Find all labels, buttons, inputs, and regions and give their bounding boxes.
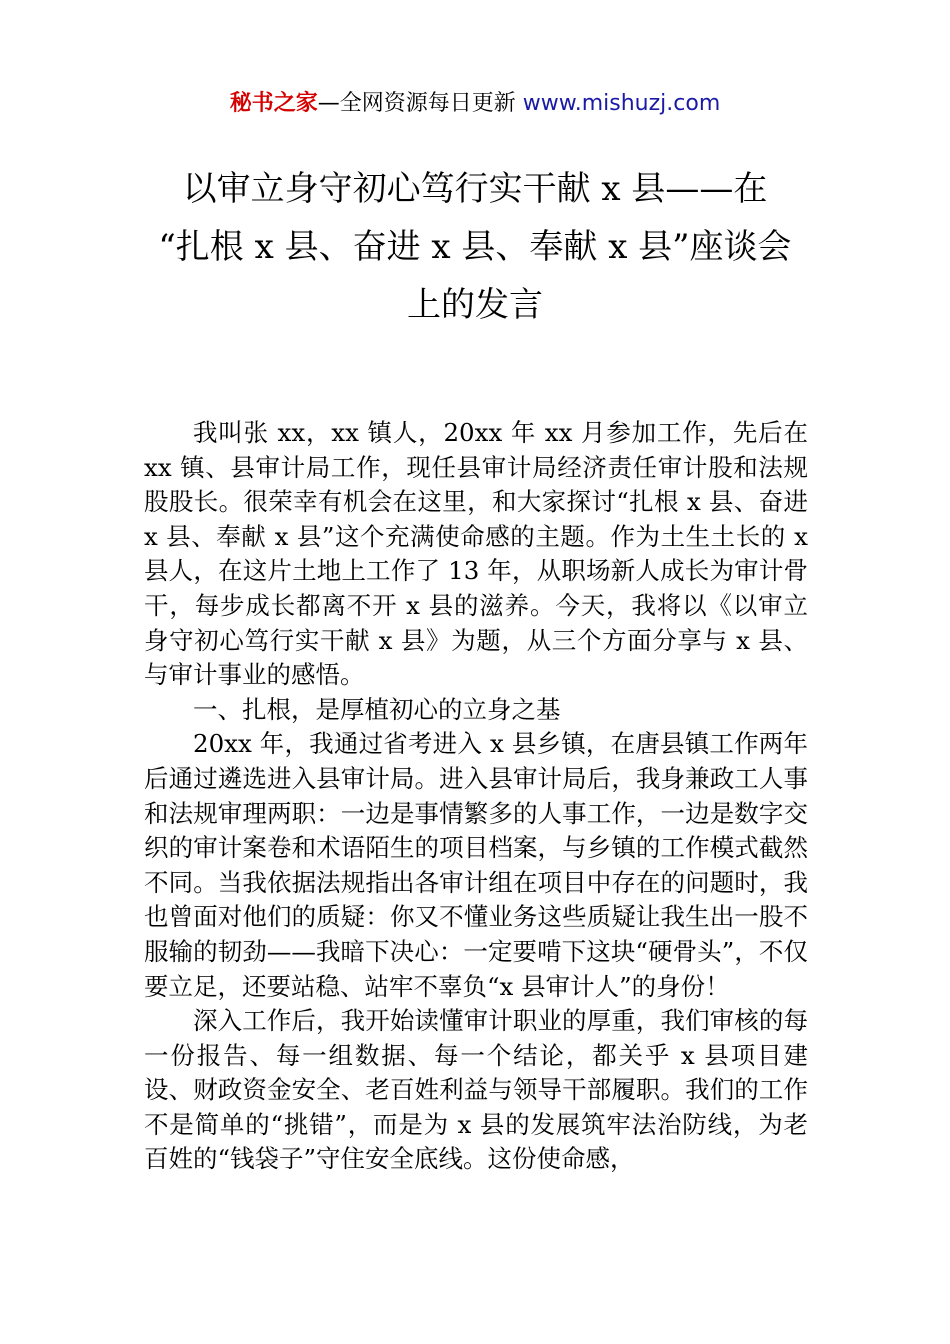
site-tagline: —全网资源每日更新 bbox=[317, 91, 516, 116]
body-paragraph: 深入工作后，我开始读懂审计职业的厚重，我们审核的每一份报告、每一组数据、每一个结论，都关乎 x 县项目建设、财政资金安全、老百姓利益与领导干部履职。我们的工作不是简单的“挑错”，而是为 x 县的发展筑牢法治防线，为老百姓的“钱袋子”守住安全底线。这份使命感， bbox=[144, 1006, 808, 1174]
title-line: 以审立身守初心笃行实干献 x 县——在 bbox=[182, 169, 768, 209]
site-header bbox=[0, 86, 950, 122]
section-heading: 一、扎根，是厚植初心的立身之基 bbox=[193, 694, 561, 724]
intro-paragraph: 我叫张 xx，xx 镇人，20xx 年 xx 月参加工作，先后在 xx 镇、县审计局工作，现任县审计局经济责任审计股和法规股股长。很荣幸有机会在这里，和大家探讨“扎根 x 县、奋进 x 县、奉献 x 县”这个充满使命感的主题。作为土生土长的 x 县人，在这片土地上工作了 13 年，从职场新人成长为审计骨干，每步成长都离不开 x 县的滋养。今天，我将以《以审立身守初心笃行实干献 x 县》为题，从三个方面分享与 x 县、与审计事业的感悟。 bbox=[144, 418, 808, 690]
document-body bbox=[144, 416, 808, 1177]
site-url-link[interactable]: www.mishuzj.com bbox=[522, 91, 721, 116]
document-title bbox=[120, 160, 830, 334]
title-line: “扎根 x 县、奋进 x 县、奉献 x 县”座谈会 bbox=[158, 227, 792, 267]
site-brand: 秘书之家 bbox=[229, 91, 318, 116]
body-paragraph: 20xx 年，我通过省考进入 x 县乡镇，在唐县镇工作两年后通过遴选进入县审计局。进入县审计局后，我身兼政工人事和法规审理两职：一边是事情繁多的人事工作，一边是数字交织的审计案卷和术语陌生的项目档案，与乡镇的工作模式截然不同。当我依据法规指出各审计组在项目中存在的问题时，我也曾面对他们的质疑：你又不懂业务这些质疑让我生出一股不服输的韧劲——我暗下决心：一定要啃下这块“硬骨头”，不仅要立足，还要站稳、站牢不辜负“x 县审计人”的身份！ bbox=[144, 729, 808, 1001]
title-line: 上的发言 bbox=[407, 285, 543, 325]
